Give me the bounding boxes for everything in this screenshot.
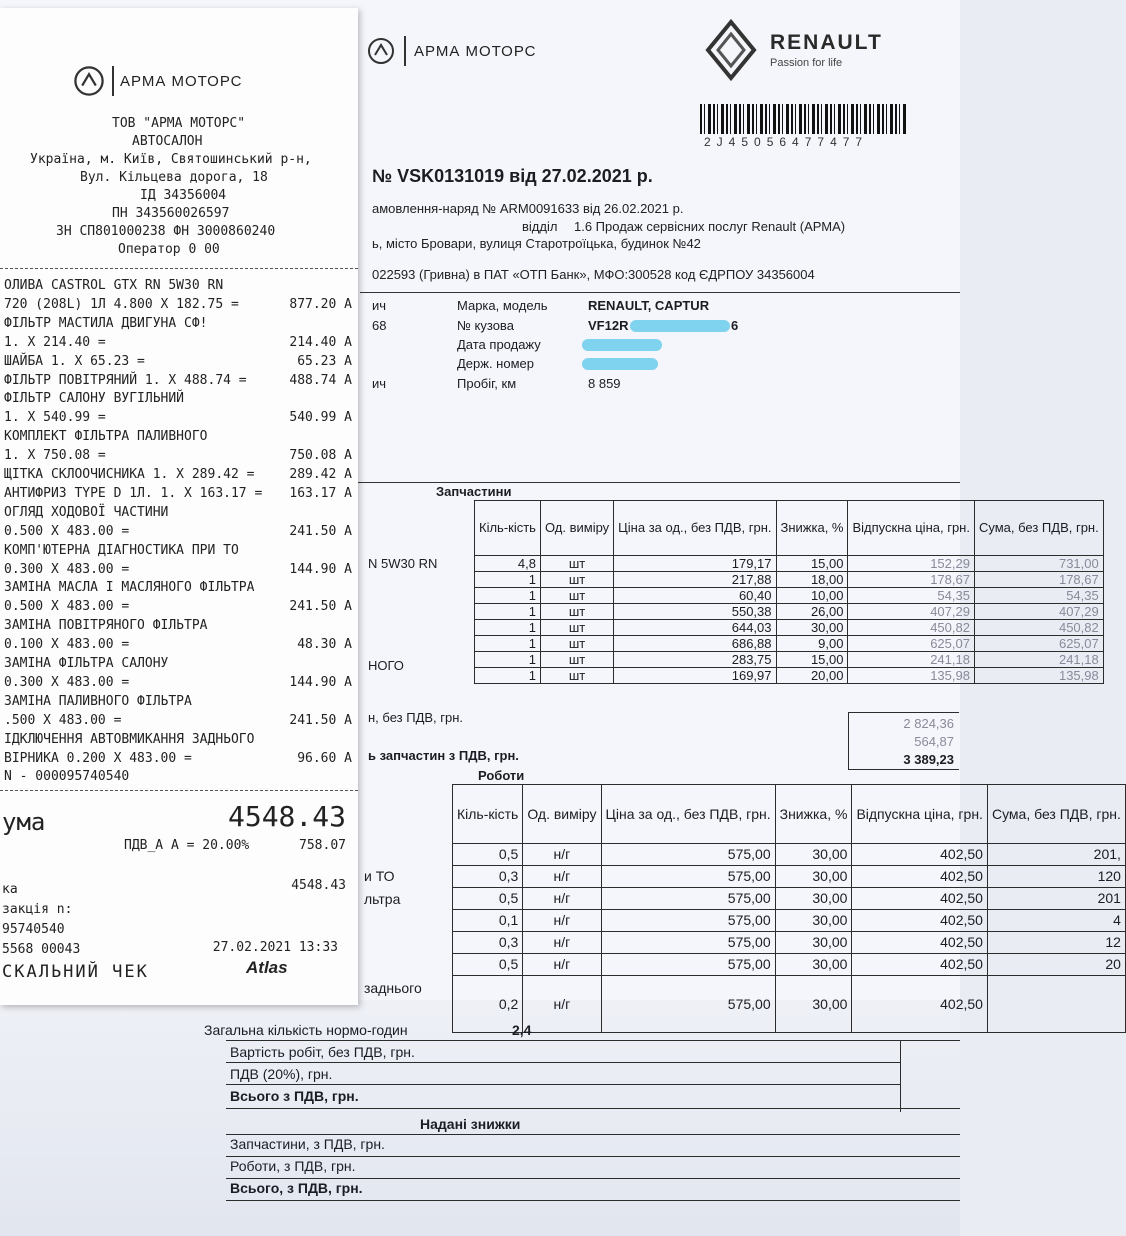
parts-cell: шт bbox=[540, 620, 613, 636]
works-cell: 30,00 bbox=[775, 910, 852, 932]
arma-logo-icon bbox=[72, 64, 106, 98]
works-cell: 201 bbox=[987, 888, 1125, 910]
works-cell: 12 bbox=[987, 932, 1125, 954]
works-cell: 0,5 bbox=[453, 954, 523, 976]
works-cell: 575,00 bbox=[601, 866, 775, 888]
receipt-item-text: КОМПЛЕКТ ФІЛЬТРА ПАЛИВНОГО bbox=[4, 429, 208, 445]
discount-works-label: Роботи, з ПДВ, грн. bbox=[230, 1158, 356, 1174]
order-line: амовлення-наряд № ARM0091633 від 26.02.2021 р. bbox=[372, 201, 684, 216]
parts-cell: 731,00 bbox=[974, 556, 1103, 572]
receipt-item-amount: 241.50 А bbox=[289, 712, 352, 728]
works-cell: 575,00 bbox=[601, 976, 775, 1033]
works-item-fragment: льтра bbox=[364, 891, 401, 907]
works-hdr-price: Ціна за од., без ПДВ, грн. bbox=[601, 785, 775, 844]
parts-section-title: Запчастини bbox=[436, 484, 512, 499]
receipt-zn-fn: ЗН СП801000238 ФН 3000860240 bbox=[56, 224, 276, 239]
receipt-transaction-label: закція n: bbox=[2, 902, 73, 917]
receipt-transaction-id: 95740540 bbox=[2, 922, 65, 937]
works-hdr-discount: Знижка, % bbox=[775, 785, 852, 844]
receipt-item-text: ВІРНИКА 0.200 X 483.00 = bbox=[4, 750, 192, 766]
works-cell: 0,5 bbox=[453, 844, 523, 866]
discount-parts-label: Запчастини, з ПДВ, грн. bbox=[230, 1136, 385, 1152]
works-cell: н/г bbox=[523, 844, 601, 866]
parts-cell: шт bbox=[540, 556, 613, 572]
parts-total-with-vat-label: ь запчастин з ПДВ, грн. bbox=[368, 748, 519, 763]
parts-row bbox=[475, 556, 1104, 572]
receipt-item-text: .500 X 483.00 = bbox=[4, 712, 122, 728]
works-cell: 402,50 bbox=[852, 910, 988, 932]
receipt-item-text: ЩІТКА СКЛООЧИСНИКА 1. X 289.42 = bbox=[4, 467, 255, 482]
works-hdr-net: Відпускна ціна, грн. bbox=[852, 785, 988, 844]
works-cell: 120 bbox=[987, 866, 1125, 888]
works-cell: 402,50 bbox=[852, 976, 988, 1033]
receipt-item-amount: 214.40 А bbox=[289, 334, 352, 350]
works-cell: 0,2 bbox=[453, 976, 523, 1033]
parts-total-no-vat: 2 824,36 bbox=[903, 716, 954, 731]
parts-cell: шт bbox=[540, 668, 613, 684]
parts-row bbox=[475, 652, 1104, 668]
parts-cell: 169,97 bbox=[614, 668, 776, 684]
parts-cell: 4,8 bbox=[475, 556, 541, 572]
vin-label: № кузова bbox=[457, 318, 514, 333]
receipt-footer: СКАЛЬНИЙ ЧЕК bbox=[2, 962, 149, 982]
works-cell: 201, bbox=[987, 844, 1125, 866]
parts-cell: 1 bbox=[475, 604, 541, 620]
works-cell: 0,3 bbox=[453, 932, 523, 954]
receipt-item-text: 0.500 X 483.00 = bbox=[4, 523, 130, 539]
parts-cell: 152,29 bbox=[848, 556, 974, 572]
parts-cell: шт bbox=[540, 636, 613, 652]
parts-row bbox=[475, 588, 1104, 604]
sale-date-label: Дата продажу bbox=[457, 337, 541, 352]
receipt-sum-label: ума bbox=[2, 808, 46, 836]
parts-total-with-vat: 3 389,23 bbox=[903, 752, 954, 767]
works-cell: 402,50 bbox=[852, 932, 988, 954]
receipt-vat-line: ПДВ_А А = 20.00% bbox=[124, 838, 250, 853]
renault-brand bbox=[702, 20, 883, 80]
receipt-item-text: АНТИФРИЗ TYPE D 1Л. 1. X 163.17 = bbox=[4, 485, 263, 501]
works-cell: 30,00 bbox=[775, 844, 852, 866]
receipt-item-amount: 241.50 А bbox=[289, 523, 352, 539]
parts-cell: 26,00 bbox=[776, 604, 848, 620]
works-item-fragment: и ТО bbox=[364, 868, 395, 884]
receipt-item-text: 1. X 214.40 = bbox=[4, 334, 106, 350]
works-cell: 575,00 bbox=[601, 844, 775, 866]
parts-cell: 625,07 bbox=[974, 636, 1103, 652]
works-row bbox=[453, 976, 1126, 1033]
receipt-item-text: N - 000095740540 bbox=[4, 769, 130, 785]
parts-row bbox=[475, 636, 1104, 652]
parts-cell: шт bbox=[540, 588, 613, 604]
works-cell: 575,00 bbox=[601, 888, 775, 910]
invoice-logo bbox=[366, 36, 537, 66]
receipt-item-text: 0.500 X 483.00 = bbox=[4, 599, 130, 615]
works-vat-label: ПДВ (20%), грн. bbox=[230, 1066, 333, 1082]
works-row bbox=[453, 954, 1126, 976]
works-cell: н/г bbox=[523, 888, 601, 910]
receipt-vat-value: 758.07 bbox=[299, 838, 346, 853]
parts-cell: шт bbox=[540, 572, 613, 588]
mileage-value: 8 859 bbox=[588, 376, 621, 391]
make-label: Марка, модель bbox=[457, 298, 548, 313]
works-table bbox=[452, 784, 1126, 1033]
works-cell bbox=[987, 976, 1125, 1033]
plate-label: Держ. номер bbox=[457, 356, 534, 371]
receipt-item-amount: 488.74 А bbox=[289, 372, 352, 388]
plate-redaction bbox=[582, 358, 658, 370]
receipt-pay-value: 4548.43 bbox=[291, 878, 346, 893]
renault-wordmark: RENAULT bbox=[770, 31, 883, 54]
parts-cell: 15,00 bbox=[776, 652, 848, 668]
works-hours-label: Загальна кількість нормо-годин bbox=[204, 1022, 408, 1038]
fiscal-receipt bbox=[0, 8, 358, 1005]
receipt-address2: Вул. Кільцева дорога, 18 bbox=[80, 170, 268, 185]
works-cell: н/г bbox=[523, 976, 601, 1033]
address-line: ь, місто Бровари, вулиця Старотроїцька, будинок №42 bbox=[372, 236, 701, 251]
arma-logo-icon bbox=[366, 36, 396, 66]
receipt-operator: Оператор 0 00 bbox=[118, 242, 220, 257]
receipt-item-amount: 65.23 А bbox=[297, 353, 352, 369]
discount-total-label: Всього, з ПДВ, грн. bbox=[230, 1180, 363, 1196]
barcode bbox=[700, 104, 906, 134]
vin-value-end: 6 bbox=[731, 318, 739, 333]
works-row bbox=[453, 910, 1126, 932]
receipt-logo bbox=[72, 64, 243, 98]
parts-cell: 1 bbox=[475, 652, 541, 668]
works-header-row bbox=[453, 785, 1126, 844]
works-hdr-qty: Кіль-кість bbox=[453, 785, 523, 844]
parts-hdr-sum: Сума, без ПДВ, грн. bbox=[974, 501, 1103, 556]
receipt-item-text: 1. X 540.99 = bbox=[4, 410, 106, 426]
receipt-item-amount: 163.17 А bbox=[289, 485, 352, 501]
parts-cell: 60,40 bbox=[614, 588, 776, 604]
works-row bbox=[453, 866, 1126, 888]
receipt-item-text: ФІЛЬТР САЛОНУ ВУГІЛЬНИЙ bbox=[4, 391, 185, 407]
receipt-item-text: ЗАМІНА ФІЛЬТРА САЛОНУ bbox=[4, 656, 169, 671]
works-cell: 0,3 bbox=[453, 866, 523, 888]
discounts-title: Надані знижки bbox=[420, 1116, 521, 1132]
make-value: RENAULT, CAPTUR bbox=[588, 298, 710, 313]
works-cell: н/г bbox=[523, 866, 601, 888]
parts-cell: 217,88 bbox=[614, 572, 776, 588]
receipt-check-no: 5568 00043 bbox=[2, 942, 81, 957]
parts-cell: 135,98 bbox=[848, 668, 974, 684]
parts-hdr-price: Ціна за од., без ПДВ, грн. bbox=[614, 501, 776, 556]
works-cost-no-vat-label: Вартість робіт, без ПДВ, грн. bbox=[230, 1044, 415, 1060]
works-hdr-unit: Од. виміру bbox=[523, 785, 601, 844]
works-cell: н/г bbox=[523, 910, 601, 932]
parts-cell: 1 bbox=[475, 588, 541, 604]
invoice-logo-text: АРМА МОТОРС bbox=[414, 42, 537, 60]
receipt-item-text: ОЛИВА CASTROL GTX RN 5W30 RN bbox=[4, 278, 224, 293]
works-cell: 402,50 bbox=[852, 888, 988, 910]
vin-value-start: VF12R bbox=[588, 318, 629, 333]
works-row bbox=[453, 844, 1126, 866]
receipt-item-amount: 540.99 А bbox=[289, 410, 352, 426]
receipt-id: ІД 34356004 bbox=[140, 188, 227, 203]
receipt-item-amount: 144.90 А bbox=[289, 561, 352, 577]
parts-cell: 407,29 bbox=[848, 604, 974, 620]
sale-date-redaction bbox=[582, 339, 662, 351]
receipt-item-amount: 750.08 А bbox=[289, 448, 352, 464]
works-hours-value: 2,4 bbox=[512, 1022, 532, 1038]
parts-cell: 686,88 bbox=[614, 636, 776, 652]
receipt-item-text: ІДКЛЮЧЕННЯ АВТОВМИКАННЯ ЗАДНЬОГО bbox=[4, 731, 255, 747]
receipt-address1: Україна, м. Київ, Святошинський р-н, bbox=[30, 152, 312, 167]
receipt-item-text: 1. X 750.08 = bbox=[4, 448, 106, 464]
dept-value: 1.6 Продаж сервісних послуг Renault (АРМА) bbox=[574, 219, 846, 234]
receipt-sum-value: 4548.43 bbox=[227, 800, 346, 833]
works-cell: 575,00 bbox=[601, 954, 775, 976]
receipt-item-text: ШАЙБА 1. X 65.23 = bbox=[4, 353, 145, 369]
parts-total-no-vat-label: н, без ПДВ, грн. bbox=[368, 710, 464, 725]
parts-cell: 18,00 bbox=[776, 572, 848, 588]
parts-header-row bbox=[475, 501, 1104, 556]
bank-line: 022593 (Гривна) в ПАТ «ОТП Банк», МФО:300528 код ЄДРПОУ 34356004 bbox=[372, 267, 815, 282]
works-hdr-sum: Сума, без ПДВ, грн. bbox=[987, 785, 1125, 844]
parts-cell: 54,35 bbox=[848, 588, 974, 604]
works-cell: 402,50 bbox=[852, 844, 988, 866]
receipt-item-amount: 877.20 А bbox=[289, 296, 352, 312]
receipt-item-text: 720 (208L) 1Л 4.800 X 182.75 = bbox=[4, 296, 239, 312]
works-cell: 30,00 bbox=[775, 976, 852, 1033]
receipt-item-text: КОМП'ЮТЕРНА ДІАГНОСТИКА ПРИ ТО bbox=[4, 542, 239, 558]
works-cell: 402,50 bbox=[852, 954, 988, 976]
dept-label: відділ bbox=[522, 219, 558, 234]
receipt-company: ТОВ "АРМА МОТОРС" bbox=[112, 116, 246, 131]
parts-hdr-unit: Од. виміру bbox=[540, 501, 613, 556]
receipt-pay-label: ка bbox=[2, 882, 18, 897]
receipt-type: АВТОСАЛОН bbox=[132, 134, 203, 149]
works-cell: 575,00 bbox=[601, 910, 775, 932]
left-fragment-3: ич bbox=[372, 376, 387, 391]
parts-row bbox=[475, 620, 1104, 636]
renault-tagline: Passion for life bbox=[770, 57, 843, 69]
parts-cell: 1 bbox=[475, 668, 541, 684]
parts-item-fragment-6: НОГО bbox=[368, 658, 404, 673]
parts-cell: 178,67 bbox=[848, 572, 974, 588]
parts-cell: 450,82 bbox=[848, 620, 974, 636]
receipt-item-amount: 241.50 А bbox=[289, 599, 352, 615]
parts-row bbox=[475, 668, 1104, 684]
parts-cell: 54,35 bbox=[974, 588, 1103, 604]
parts-cell: 20,00 bbox=[776, 668, 848, 684]
works-cell: 30,00 bbox=[775, 932, 852, 954]
receipt-item-amount: 96.60 А bbox=[297, 750, 352, 766]
invoice-title: № VSK0131019 від 27.02.2021 р. bbox=[372, 166, 653, 186]
parts-hdr-discount: Знижка, % bbox=[776, 501, 848, 556]
works-cell: 20 bbox=[987, 954, 1125, 976]
works-cell: 30,00 bbox=[775, 954, 852, 976]
parts-cell: 9,00 bbox=[776, 636, 848, 652]
left-fragment-2: 68 bbox=[372, 318, 387, 333]
parts-cell: 15,00 bbox=[776, 556, 848, 572]
works-cell: н/г bbox=[523, 954, 601, 976]
parts-hdr-net: Відпускна ціна, грн. bbox=[848, 501, 974, 556]
parts-cell: 625,07 bbox=[848, 636, 974, 652]
works-row bbox=[453, 932, 1126, 954]
receipt-datetime: 27.02.2021 13:33 bbox=[212, 940, 338, 955]
receipt-pn: ПН 343560026597 bbox=[112, 206, 230, 221]
parts-cell: 1 bbox=[475, 636, 541, 652]
barcode-number: 2J45056477477 bbox=[704, 135, 869, 149]
parts-row bbox=[475, 572, 1104, 588]
works-cell: 0,5 bbox=[453, 888, 523, 910]
works-cell: 30,00 bbox=[775, 888, 852, 910]
receipt-footer-brand: Atlas bbox=[246, 958, 288, 977]
parts-vat: 564,87 bbox=[914, 734, 954, 749]
parts-cell: 10,00 bbox=[776, 588, 848, 604]
renault-diamond-icon bbox=[702, 20, 760, 80]
receipt-logo-text: АРМА МОТОРС bbox=[120, 72, 243, 90]
parts-cell: 407,29 bbox=[974, 604, 1103, 620]
vin-redaction bbox=[630, 320, 730, 332]
receipt-item-text: 0.100 X 483.00 = bbox=[4, 637, 130, 653]
receipt-item-text: ФІЛЬТР МАСТИЛА ДВИГУНА СФ! bbox=[4, 315, 208, 331]
works-cell: н/г bbox=[523, 932, 601, 954]
parts-cell: 644,03 bbox=[614, 620, 776, 636]
receipt-item-text: ОГЛЯД ХОДОВОЇ ЧАСТИНИ bbox=[4, 504, 169, 520]
works-cell: 30,00 bbox=[775, 866, 852, 888]
parts-cell: 450,82 bbox=[974, 620, 1103, 636]
works-total-label: Всього з ПДВ, грн. bbox=[230, 1088, 359, 1104]
works-item-fragment: заднього bbox=[364, 980, 422, 996]
parts-cell: 241,18 bbox=[974, 652, 1103, 668]
receipt-item-text: ЗАМІНА ПОВІТРЯНОГО ФІЛЬТРА bbox=[4, 618, 208, 634]
parts-cell: 135,98 bbox=[974, 668, 1103, 684]
parts-row bbox=[475, 604, 1104, 620]
receipt-item-amount: 144.90 А bbox=[289, 674, 352, 690]
parts-item-fragment-1: N 5W30 RN bbox=[368, 556, 438, 571]
parts-cell: 179,17 bbox=[614, 556, 776, 572]
works-row bbox=[453, 888, 1126, 910]
works-section-title: Роботи bbox=[478, 768, 525, 783]
parts-cell: 1 bbox=[475, 572, 541, 588]
mileage-label: Пробіг, км bbox=[457, 376, 517, 391]
receipt-item-text: ФІЛЬТР ПОВІТРЯНИЙ 1. X 488.74 = bbox=[4, 372, 247, 388]
receipt-item-amount: 289.42 А bbox=[289, 467, 352, 482]
parts-cell: шт bbox=[540, 604, 613, 620]
works-cell: 0,1 bbox=[453, 910, 523, 932]
receipt-item-text: 0.300 X 483.00 = bbox=[4, 674, 130, 690]
receipt-item-text: ЗАМІНА ПАЛИВНОГО ФІЛЬТРА bbox=[4, 693, 192, 709]
works-cell: 4 bbox=[987, 910, 1125, 932]
parts-cell: 550,38 bbox=[614, 604, 776, 620]
left-fragment-1: ич bbox=[372, 298, 387, 313]
parts-cell: 178,67 bbox=[974, 572, 1103, 588]
parts-table bbox=[474, 500, 1104, 684]
receipt-item-amount: 48.30 А bbox=[297, 637, 352, 653]
parts-cell: 30,00 bbox=[776, 620, 848, 636]
receipt-item-text: 0.300 X 483.00 = bbox=[4, 561, 130, 577]
parts-cell: 1 bbox=[475, 620, 541, 636]
works-cell: 402,50 bbox=[852, 866, 988, 888]
works-cell: 575,00 bbox=[601, 932, 775, 954]
receipt-item-text: ЗАМІНА МАСЛА І МАСЛЯНОГО ФІЛЬТРА bbox=[4, 580, 255, 596]
parts-cell: 241,18 bbox=[848, 652, 974, 668]
parts-cell: шт bbox=[540, 652, 613, 668]
parts-hdr-qty: Кіль-кість bbox=[475, 501, 541, 556]
parts-cell: 283,75 bbox=[614, 652, 776, 668]
